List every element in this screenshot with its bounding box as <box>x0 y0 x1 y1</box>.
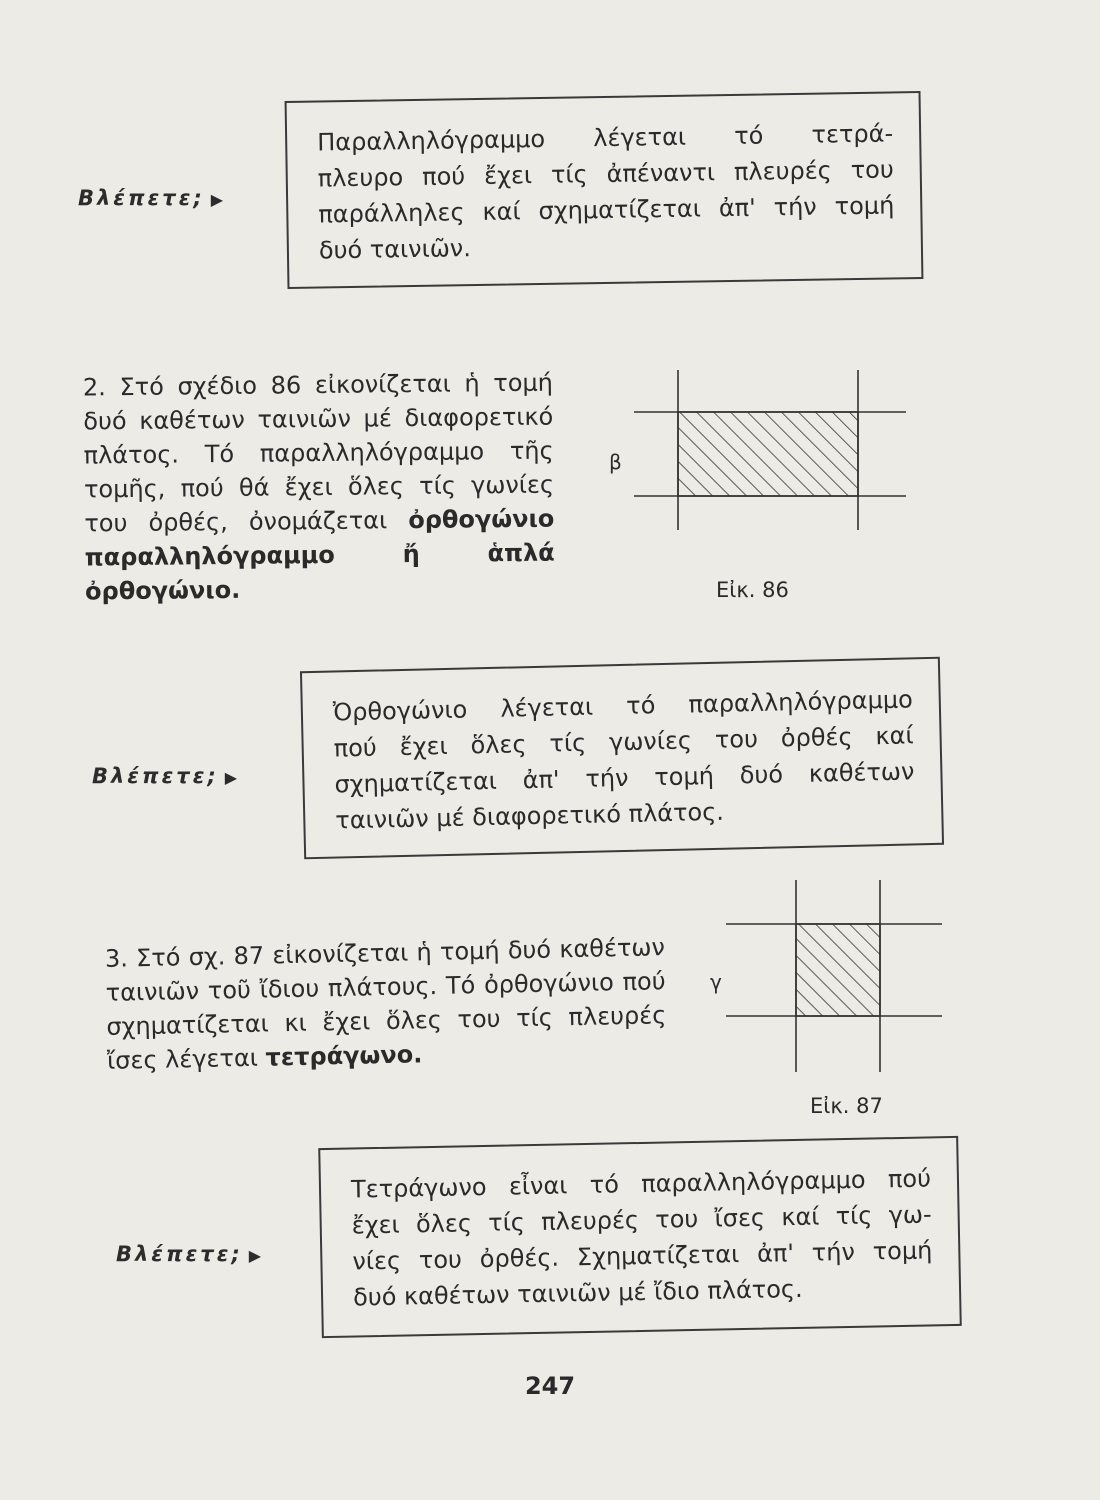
box-line: πού ἔχει ὅλες τίς γωνίες του ὀρθές καί <box>333 721 914 763</box>
fig86-caption: Εἰκ. 86 <box>716 578 789 602</box>
box-line: Ὀρθογώνιο λέγεται τό παραλληλόγραμμο <box>332 685 914 727</box>
see-label-1: Βλέπετε; ▶ <box>78 186 224 210</box>
bold-term-rectangle: ὀρθογώνιο παραλληλόγραμμο ἤ ἁπλά ὀρθογώνιο. <box>84 504 555 606</box>
definition-box-square <box>318 1136 962 1338</box>
see-label-2: Βλέπετε; ▶ <box>92 764 238 788</box>
box-line: ἔχει ὅλες τίς πλευρές του ἴσες καί τίς γω- <box>351 1200 932 1240</box>
page-number: 247 <box>524 1372 576 1400</box>
box-line: πλευρο πού ἔχει τίς ἀπέναντι πλευρές του <box>317 155 894 193</box>
box-line: δυό καθέτων ταινιῶν μέ ἴδιο πλάτος. <box>352 1274 803 1312</box>
box-line: Παραλληλόγραμμο λέγεται τό τετρά- <box>316 119 894 157</box>
bold-term-square: τετράγωνο. <box>265 1040 423 1072</box>
hatched-square <box>796 924 880 1016</box>
section-2-paragraph: 2. Στό σχέδιο 86 εἰκονίζεται ἡ τομή δυό καθέτων ταινιῶν μέ διαφορετικό πλάτος. Τό παραλληλόγραμμο τῆς τομῆς, πού θά ἔχει ὅλες τίς γωνίες του ὀρθές, ὀνομάζεται ὀρθογώνιο παραλληλόγραμμο ἤ ἁπλά ὀρθογώνιο. <box>82 368 555 606</box>
triangle-right-icon: ▶ <box>210 190 224 209</box>
box-line: δυό ταινιῶν. <box>318 234 472 265</box>
box-line: νίες του ὀρθές. Σχηματίζεται ἀπ' τήν τομή <box>352 1236 933 1276</box>
box-line: ταινιῶν μέ διαφορετικό πλάτος. <box>335 797 725 835</box>
definition-box-parallelogram <box>285 91 924 289</box>
fig87-caption: Εἰκ. 87 <box>810 1094 883 1118</box>
see-label-3: Βλέπετε; ▶ <box>116 1242 262 1266</box>
triangle-right-icon: ▶ <box>224 768 238 787</box>
figure-86 <box>620 370 920 540</box>
figure-87 <box>720 880 950 1080</box>
triangle-right-icon: ▶ <box>248 1246 262 1265</box>
fig87-width-letter: γ <box>710 970 722 994</box>
hatched-rectangle <box>678 412 858 496</box>
box-line: Τετράγωνο εἶναι τό παραλληλόγραμμο πού <box>350 1164 932 1204</box>
fig86-width-letter: β <box>609 450 622 474</box>
box-line: παράλληλες καί σχηματίζεται ἀπ' τήν τομή <box>318 191 895 229</box>
definition-box-rectangle <box>300 657 944 859</box>
box-line: σχηματίζεται ἀπ' τήν τομή δυό καθέτων <box>334 757 915 799</box>
section-3-paragraph: 3. Στό σχ. 87 εἰκονίζεται ἡ τομή δυό καθέτων ταινιῶν τοῦ ἴδιου πλάτους. Τό ὀρθογώνιο πού σχηματίζεται κι ἔχει ὅλες του τίς πλευρές ἴσες λέγεται τετράγωνο. <box>104 933 667 1075</box>
